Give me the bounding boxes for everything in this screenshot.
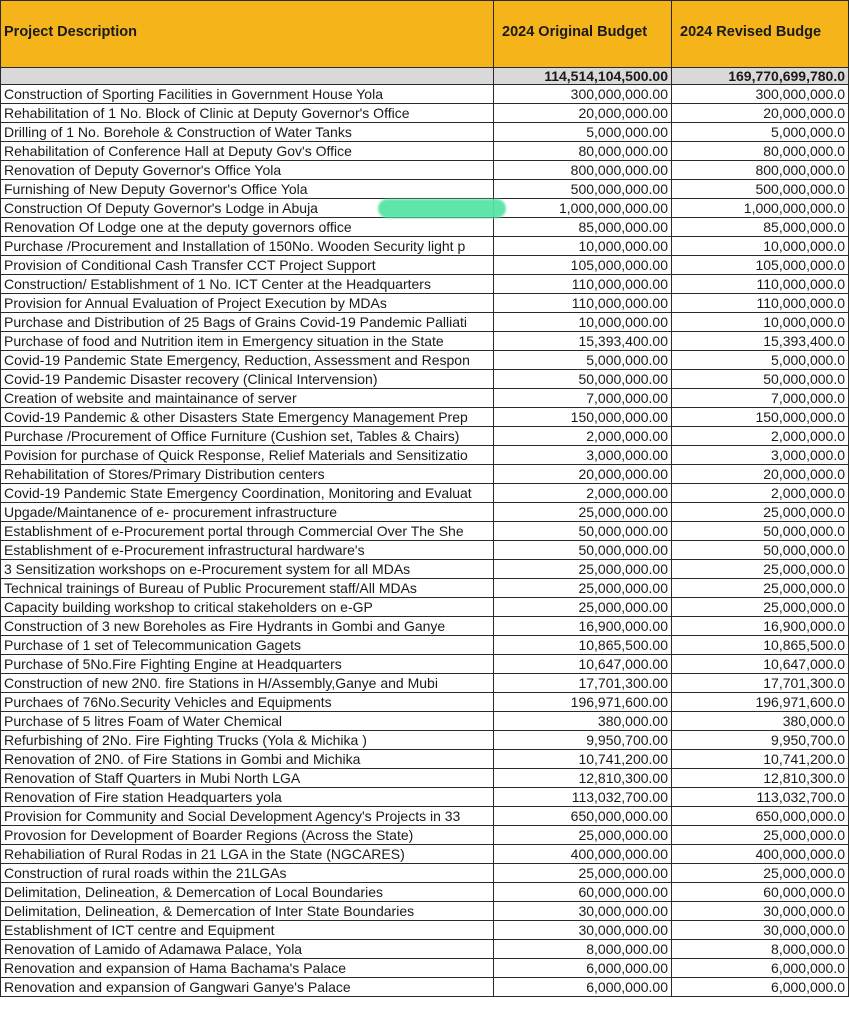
column-header-revised-budget: 2024 Revised Budge — [672, 1, 849, 68]
original-budget-cell: 25,000,000.00 — [494, 560, 672, 579]
revised-budget-cell: 500,000,000.0 — [672, 180, 849, 199]
description-cell: Renovation and expansion of Hama Bachama's Palace — [1, 959, 494, 978]
table-row — [1, 883, 849, 902]
description-cell: Construction of Sporting Facilities in Government House Yola — [1, 85, 494, 104]
revised-budget-cell: 1,000,000,000.0 — [672, 199, 849, 218]
revised-budget-cell: 3,000,000.0 — [672, 446, 849, 465]
total-revised-budget: 169,770,699,780.0 — [672, 68, 849, 85]
original-budget-cell: 6,000,000.00 — [494, 978, 672, 997]
description-cell: Capacity building workshop to critical stakeholders on e-GP — [1, 598, 494, 617]
table-row — [1, 484, 849, 503]
column-header-original-budget: 2024 Original Budget — [494, 1, 672, 68]
description-cell: Delimitation, Delineation, & Demercation of Local Boundaries — [1, 883, 494, 902]
description-cell: Purchase /Procurement of Office Furniture (Cushion set, Tables & Chairs) — [1, 427, 494, 446]
original-budget-cell: 60,000,000.00 — [494, 883, 672, 902]
revised-budget-cell: 800,000,000.0 — [672, 161, 849, 180]
revised-budget-cell: 16,900,000.0 — [672, 617, 849, 636]
description-cell: Establishment of e-Procurement portal through Commercial Over The She — [1, 522, 494, 541]
table-row — [1, 427, 849, 446]
table-row — [1, 674, 849, 693]
table-row — [1, 85, 849, 104]
description-cell: Purchase /Procurement and Installation of 150No. Wooden Security light p — [1, 237, 494, 256]
original-budget-cell: 10,000,000.00 — [494, 237, 672, 256]
table-row — [1, 617, 849, 636]
original-budget-cell: 25,000,000.00 — [494, 598, 672, 617]
table-row — [1, 845, 849, 864]
revised-budget-cell: 20,000,000.0 — [672, 465, 849, 484]
table-row — [1, 655, 849, 674]
original-budget-cell: 16,900,000.00 — [494, 617, 672, 636]
original-budget-cell: 10,741,200.00 — [494, 750, 672, 769]
description-cell: Rehabilitation of 1 No. Block of Clinic at Deputy Governor's Office — [1, 104, 494, 123]
original-budget-cell: 12,810,300.00 — [494, 769, 672, 788]
description-cell: Purchase of food and Nutrition item in Emergency situation in the State — [1, 332, 494, 351]
description-cell: Purchase of 5No.Fire Fighting Engine at Headquarters — [1, 655, 494, 674]
description-cell: Rehabilitation of Stores/Primary Distribution centers — [1, 465, 494, 484]
description-cell: Establishment of ICT centre and Equipment — [1, 921, 494, 940]
original-budget-cell: 380,000.00 — [494, 712, 672, 731]
description-cell: Construction Of Deputy Governor's Lodge in Abuja — [1, 199, 494, 218]
table-row — [1, 104, 849, 123]
table-row — [1, 180, 849, 199]
description-cell: Provision for Community and Social Development Agency's Projects in 33 — [1, 807, 494, 826]
table-row — [1, 959, 849, 978]
revised-budget-cell: 10,000,000.0 — [672, 237, 849, 256]
revised-budget-cell: 150,000,000.0 — [672, 408, 849, 427]
description-cell: Refurbishing of 2No. Fire Fighting Trucks (Yola & Michika ) — [1, 731, 494, 750]
original-budget-cell: 25,000,000.00 — [494, 864, 672, 883]
original-budget-cell: 2,000,000.00 — [494, 427, 672, 446]
original-budget-cell: 3,000,000.00 — [494, 446, 672, 465]
table-row — [1, 256, 849, 275]
revised-budget-cell: 25,000,000.0 — [672, 864, 849, 883]
table-row — [1, 446, 849, 465]
description-cell: Renovation and expansion of Gangwari Ganye's Palace — [1, 978, 494, 997]
table-row — [1, 313, 849, 332]
table-row — [1, 522, 849, 541]
description-cell: Renovation of 2N0. of Fire Stations in Gombi and Michika — [1, 750, 494, 769]
table-row — [1, 275, 849, 294]
description-cell: Covid-19 Pandemic & other Disasters State Emergency Management Prep — [1, 408, 494, 427]
original-budget-cell: 10,865,500.00 — [494, 636, 672, 655]
table-row — [1, 750, 849, 769]
original-budget-cell: 50,000,000.00 — [494, 541, 672, 560]
table-row — [1, 389, 849, 408]
original-budget-cell: 85,000,000.00 — [494, 218, 672, 237]
description-cell: Drilling of 1 No. Borehole & Construction of Water Tanks — [1, 123, 494, 142]
table-row — [1, 579, 849, 598]
table-row — [1, 351, 849, 370]
revised-budget-cell: 30,000,000.0 — [672, 921, 849, 940]
original-budget-cell: 300,000,000.00 — [494, 85, 672, 104]
original-budget-cell: 650,000,000.00 — [494, 807, 672, 826]
original-budget-cell: 1,000,000,000.00 — [494, 199, 672, 218]
highlighter-mark — [378, 199, 506, 218]
revised-budget-cell: 6,000,000.0 — [672, 978, 849, 997]
table-row — [1, 731, 849, 750]
original-budget-cell: 17,701,300.00 — [494, 674, 672, 693]
original-budget-cell: 30,000,000.00 — [494, 921, 672, 940]
description-cell: Renovation of Deputy Governor's Office Yola — [1, 161, 494, 180]
original-budget-cell: 50,000,000.00 — [494, 522, 672, 541]
table-row — [1, 294, 849, 313]
revised-budget-cell: 380,000.0 — [672, 712, 849, 731]
revised-budget-cell: 650,000,000.0 — [672, 807, 849, 826]
original-budget-cell: 20,000,000.00 — [494, 465, 672, 484]
table-row — [1, 636, 849, 655]
revised-budget-cell: 25,000,000.0 — [672, 826, 849, 845]
totals-row — [1, 68, 849, 85]
table-row — [1, 902, 849, 921]
description-cell: Delimitation, Delineation, & Demercation of Inter State Boundaries — [1, 902, 494, 921]
original-budget-cell: 9,950,700.00 — [494, 731, 672, 750]
revised-budget-cell: 30,000,000.0 — [672, 902, 849, 921]
table-row — [1, 864, 849, 883]
revised-budget-cell: 300,000,000.0 — [672, 85, 849, 104]
original-budget-cell: 800,000,000.00 — [494, 161, 672, 180]
revised-budget-cell: 17,701,300.0 — [672, 674, 849, 693]
original-budget-cell: 500,000,000.00 — [494, 180, 672, 199]
description-cell: Technical trainings of Bureau of Public Procurement staff/All MDAs — [1, 579, 494, 598]
description-cell: Purchase and Distribution of 25 Bags of Grains Covid-19 Pandemic Palliati — [1, 313, 494, 332]
table-row — [1, 541, 849, 560]
description-cell: 3 Sensitization workshops on e-Procurement system for all MDAs — [1, 560, 494, 579]
original-budget-cell: 50,000,000.00 — [494, 370, 672, 389]
description-cell: Renovation of Staff Quarters in Mubi North LGA — [1, 769, 494, 788]
original-budget-cell: 20,000,000.00 — [494, 104, 672, 123]
original-budget-cell: 7,000,000.00 — [494, 389, 672, 408]
description-cell: Purchase of 1 set of Telecommunication Gagets — [1, 636, 494, 655]
revised-budget-cell: 10,000,000.0 — [672, 313, 849, 332]
revised-budget-cell: 12,810,300.0 — [672, 769, 849, 788]
table-row — [1, 161, 849, 180]
revised-budget-cell: 2,000,000.0 — [672, 427, 849, 446]
table-row — [1, 769, 849, 788]
table-row — [1, 370, 849, 389]
original-budget-cell: 10,000,000.00 — [494, 313, 672, 332]
description-cell: Provosion for Development of Boarder Regions (Across the State) — [1, 826, 494, 845]
revised-budget-cell: 80,000,000.0 — [672, 142, 849, 161]
description-cell: Upgade/Maintanence of e- procurement infrastructure — [1, 503, 494, 522]
table-row — [1, 807, 849, 826]
table-row — [1, 826, 849, 845]
table-row — [1, 940, 849, 959]
original-budget-cell: 105,000,000.00 — [494, 256, 672, 275]
original-budget-cell: 400,000,000.00 — [494, 845, 672, 864]
description-cell: Provision for Annual Evaluation of Project Execution by MDAs — [1, 294, 494, 313]
original-budget-cell: 150,000,000.00 — [494, 408, 672, 427]
revised-budget-cell: 6,000,000.0 — [672, 959, 849, 978]
table-row — [1, 218, 849, 237]
revised-budget-cell: 60,000,000.0 — [672, 883, 849, 902]
description-cell: Construction/ Establishment of 1 No. ICT Center at the Headquarters — [1, 275, 494, 294]
table-row — [1, 465, 849, 484]
original-budget-cell: 113,032,700.00 — [494, 788, 672, 807]
revised-budget-cell: 110,000,000.0 — [672, 275, 849, 294]
table-row — [1, 921, 849, 940]
table-row — [1, 142, 849, 161]
table-row — [1, 123, 849, 142]
original-budget-cell: 196,971,600.00 — [494, 693, 672, 712]
revised-budget-cell: 10,865,500.0 — [672, 636, 849, 655]
revised-budget-cell: 110,000,000.0 — [672, 294, 849, 313]
original-budget-cell: 8,000,000.00 — [494, 940, 672, 959]
revised-budget-cell: 5,000,000.0 — [672, 351, 849, 370]
revised-budget-cell: 25,000,000.0 — [672, 579, 849, 598]
revised-budget-cell: 50,000,000.0 — [672, 370, 849, 389]
description-cell: Rehabiliation of Rural Rodas in 21 LGA in the State (NGCARES) — [1, 845, 494, 864]
table-row — [1, 237, 849, 256]
description-cell: Purchaes of 76No.Security Vehicles and Equipments — [1, 693, 494, 712]
table-row — [1, 978, 849, 997]
revised-budget-cell: 400,000,000.0 — [672, 845, 849, 864]
revised-budget-cell: 5,000,000.0 — [672, 123, 849, 142]
description-cell: Provision of Conditional Cash Transfer CCT Project Support — [1, 256, 494, 275]
original-budget-cell: 110,000,000.00 — [494, 294, 672, 313]
original-budget-cell: 110,000,000.00 — [494, 275, 672, 294]
column-header-description: Project Description — [1, 1, 494, 68]
revised-budget-cell: 25,000,000.0 — [672, 598, 849, 617]
revised-budget-cell: 8,000,000.0 — [672, 940, 849, 959]
revised-budget-cell: 50,000,000.0 — [672, 541, 849, 560]
revised-budget-cell: 50,000,000.0 — [672, 522, 849, 541]
table-row — [1, 598, 849, 617]
description-cell: Povision for purchase of Quick Response, Relief Materials and Sensitizatio — [1, 446, 494, 465]
table-row — [1, 503, 849, 522]
revised-budget-cell: 25,000,000.0 — [672, 560, 849, 579]
description-cell: Rehabilitation of Conference Hall at Deputy Gov's Office — [1, 142, 494, 161]
table-row — [1, 788, 849, 807]
revised-budget-cell: 20,000,000.0 — [672, 104, 849, 123]
description-cell: Establishment of e-Procurement infrastructural hardware's — [1, 541, 494, 560]
total-original-budget: 114,514,104,500.00 — [494, 68, 672, 85]
revised-budget-cell: 196,971,600.0 — [672, 693, 849, 712]
description-cell: Construction of new 2N0. fire Stations in H/Assembly,Ganye and Mubi — [1, 674, 494, 693]
description-cell: Covid-19 Pandemic State Emergency, Reduction, Assessment and Respon — [1, 351, 494, 370]
table-row — [1, 560, 849, 579]
original-budget-cell: 25,000,000.00 — [494, 826, 672, 845]
revised-budget-cell: 85,000,000.0 — [672, 218, 849, 237]
description-cell: Renovation Of Lodge one at the deputy governors office — [1, 218, 494, 237]
revised-budget-cell: 10,647,000.0 — [672, 655, 849, 674]
original-budget-cell: 10,647,000.00 — [494, 655, 672, 674]
revised-budget-cell: 10,741,200.0 — [672, 750, 849, 769]
table-row — [1, 712, 849, 731]
original-budget-cell: 25,000,000.00 — [494, 579, 672, 598]
header-row — [1, 1, 849, 68]
original-budget-cell: 15,393,400.00 — [494, 332, 672, 351]
description-cell: Renovation of Fire station Headquarters yola — [1, 788, 494, 807]
description-cell: Construction of rural roads within the 21LGAs — [1, 864, 494, 883]
revised-budget-cell: 25,000,000.0 — [672, 503, 849, 522]
description-cell: Covid-19 Pandemic State Emergency Coordination, Monitoring and Evaluat — [1, 484, 494, 503]
table-row — [1, 408, 849, 427]
description-cell: Construction of 3 new Boreholes as Fire Hydrants in Gombi and Ganye — [1, 617, 494, 636]
original-budget-cell: 5,000,000.00 — [494, 123, 672, 142]
revised-budget-cell: 105,000,000.0 — [672, 256, 849, 275]
totals-label-cell — [1, 68, 494, 85]
original-budget-cell: 5,000,000.00 — [494, 351, 672, 370]
revised-budget-cell: 2,000,000.0 — [672, 484, 849, 503]
table-row — [1, 693, 849, 712]
original-budget-cell: 80,000,000.00 — [494, 142, 672, 161]
description-cell: Furnishing of New Deputy Governor's Office Yola — [1, 180, 494, 199]
description-cell: Covid-19 Pandemic Disaster recovery (Clinical Intervension) — [1, 370, 494, 389]
table-row — [1, 332, 849, 351]
original-budget-cell: 25,000,000.00 — [494, 503, 672, 522]
description-cell: Renovation of Lamido of Adamawa Palace, Yola — [1, 940, 494, 959]
revised-budget-cell: 9,950,700.0 — [672, 731, 849, 750]
revised-budget-cell: 15,393,400.0 — [672, 332, 849, 351]
original-budget-cell: 30,000,000.00 — [494, 902, 672, 921]
original-budget-cell: 6,000,000.00 — [494, 959, 672, 978]
revised-budget-cell: 7,000,000.0 — [672, 389, 849, 408]
description-cell: Creation of website and maintainance of server — [1, 389, 494, 408]
description-cell: Purchase of 5 litres Foam of Water Chemical — [1, 712, 494, 731]
original-budget-cell: 2,000,000.00 — [494, 484, 672, 503]
revised-budget-cell: 113,032,700.0 — [672, 788, 849, 807]
